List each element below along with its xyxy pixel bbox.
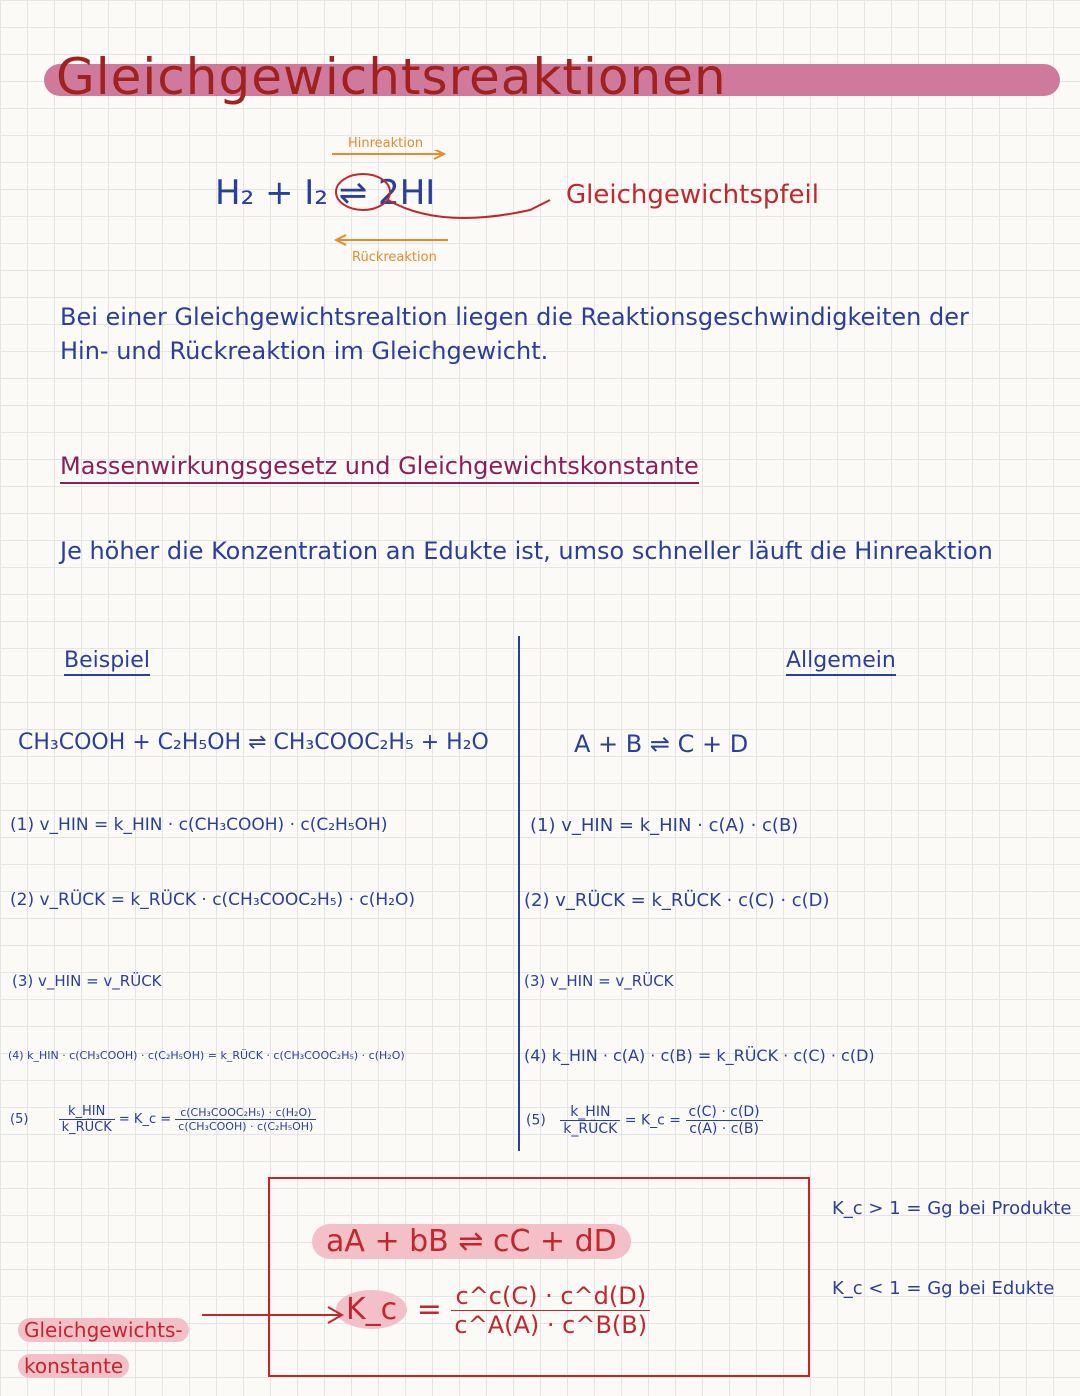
kc-pointer-arrow [200, 1305, 350, 1325]
general-step-5 [526, 1104, 763, 1137]
equilibrium-arrow-circle [330, 170, 560, 240]
main-reaction-equation: H₂ + I₂ ⇌ 2HI [215, 173, 436, 213]
page-title: Gleichgewichtsreaktionen [56, 48, 727, 106]
general-step-5-kc: = K_c = [624, 1112, 682, 1129]
example-step-5 [10, 1104, 316, 1135]
definition-text: Bei einer Gleichgewichtsrealtion liegen die Reaktionsgeschwindigkeiten der Hin- und Rückreaktion im Gleichgewicht. [60, 303, 969, 365]
general-step-4: (4) k_HIN · c(A) · c(B) = k_RÜCK · c(C) · c(D) [524, 1046, 875, 1065]
example-step-5-rhs-den: c(CH₃COOH) · c(C₂H₅OH) [178, 1120, 314, 1133]
example-step-5-label: (5) [10, 1112, 29, 1127]
general-step-5-lhs-num: k_HIN [560, 1104, 620, 1121]
example-step-3: (3) v_HIN = v_RÜCK [12, 972, 162, 990]
kc-label-line-1: Gleichgewichts- [18, 1318, 189, 1342]
summary-kc: K_c [336, 1290, 407, 1329]
backward-reaction-label: Rückreaktion [352, 250, 437, 265]
general-step-2: (2) v_RÜCK = k_RÜCK · c(C) · c(D) [524, 890, 830, 911]
summary-fraction [451, 1282, 650, 1339]
example-step-1: (1) v_HIN = k_HIN · c(CH₃COOH) · c(C₂H₅OH) [10, 815, 388, 835]
example-step-5-lhs-den: k_RÜCK [61, 1120, 112, 1135]
general-reaction: A + B ⇌ C + D [574, 730, 749, 758]
note-kc-less: K_c < 1 = Gg bei Edukte [832, 1278, 1055, 1299]
example-step-4: (4) k_HIN · c(CH₃COOH) · c(C₂H₅OH) = k_RÜCK · c(CH₃COOC₂H₅) · c(H₂O) [8, 1049, 405, 1062]
general-step-5-label: (5) [526, 1112, 546, 1129]
kc-label [18, 1312, 189, 1384]
summary-formula [336, 1282, 650, 1339]
summary-den: c^A(A) · c^B(B) [454, 1311, 648, 1339]
equilibrium-arrow-label: Gleichgewichtspfeil [566, 180, 819, 210]
general-step-5-lhs [560, 1104, 620, 1137]
summary-num: c^c(C) · c^d(D) [451, 1282, 650, 1311]
example-step-5-kc: = K_c = [118, 1112, 172, 1127]
general-step-1: (1) v_HIN = k_HIN · c(A) · c(B) [530, 815, 799, 836]
example-step-2: (2) v_RÜCK = k_RÜCK · c(CH₃COOC₂H₅) · c(H₂O) [10, 890, 415, 910]
summary-box [268, 1177, 810, 1377]
example-step-5-lhs [59, 1104, 115, 1135]
intro-text: Je höher die Konzentration an Edukte ist, umso schneller läuft die Hinreaktion [60, 537, 993, 565]
example-step-5-rhs [175, 1106, 316, 1133]
example-step-5-rhs-num: c(CH₃COOC₂H₅) · c(H₂O) [175, 1106, 316, 1120]
general-step-5-rhs-num: c(C) · c(D) [686, 1104, 763, 1121]
summary-reaction-text: aA + bB ⇌ cC + dD [312, 1224, 631, 1259]
example-reaction: CH₃COOH + C₂H₅OH ⇌ CH₃COOC₂H₅ + H₂O [18, 730, 489, 755]
summary-equals: = [416, 1292, 442, 1327]
general-step-3: (3) v_HIN = v_RÜCK [524, 972, 674, 990]
general-heading: Allgemein [786, 648, 896, 676]
summary-reaction [312, 1224, 631, 1259]
general-step-5-rhs [686, 1104, 763, 1137]
note-kc-greater: K_c > 1 = Gg bei Produkte [832, 1198, 1072, 1219]
example-heading: Beispiel [64, 648, 150, 676]
kc-label-line-2: konstante [18, 1354, 129, 1378]
general-step-5-lhs-den: k_RÜCK [563, 1121, 618, 1137]
general-step-5-rhs-den: c(A) · c(B) [689, 1121, 759, 1137]
forward-reaction-label: Hinreaktion [348, 136, 424, 151]
column-divider [518, 636, 520, 1151]
example-step-5-lhs-num: k_HIN [59, 1104, 115, 1120]
section-heading: Massenwirkungsgesetz und Gleichgewichtskonstante [60, 452, 699, 484]
